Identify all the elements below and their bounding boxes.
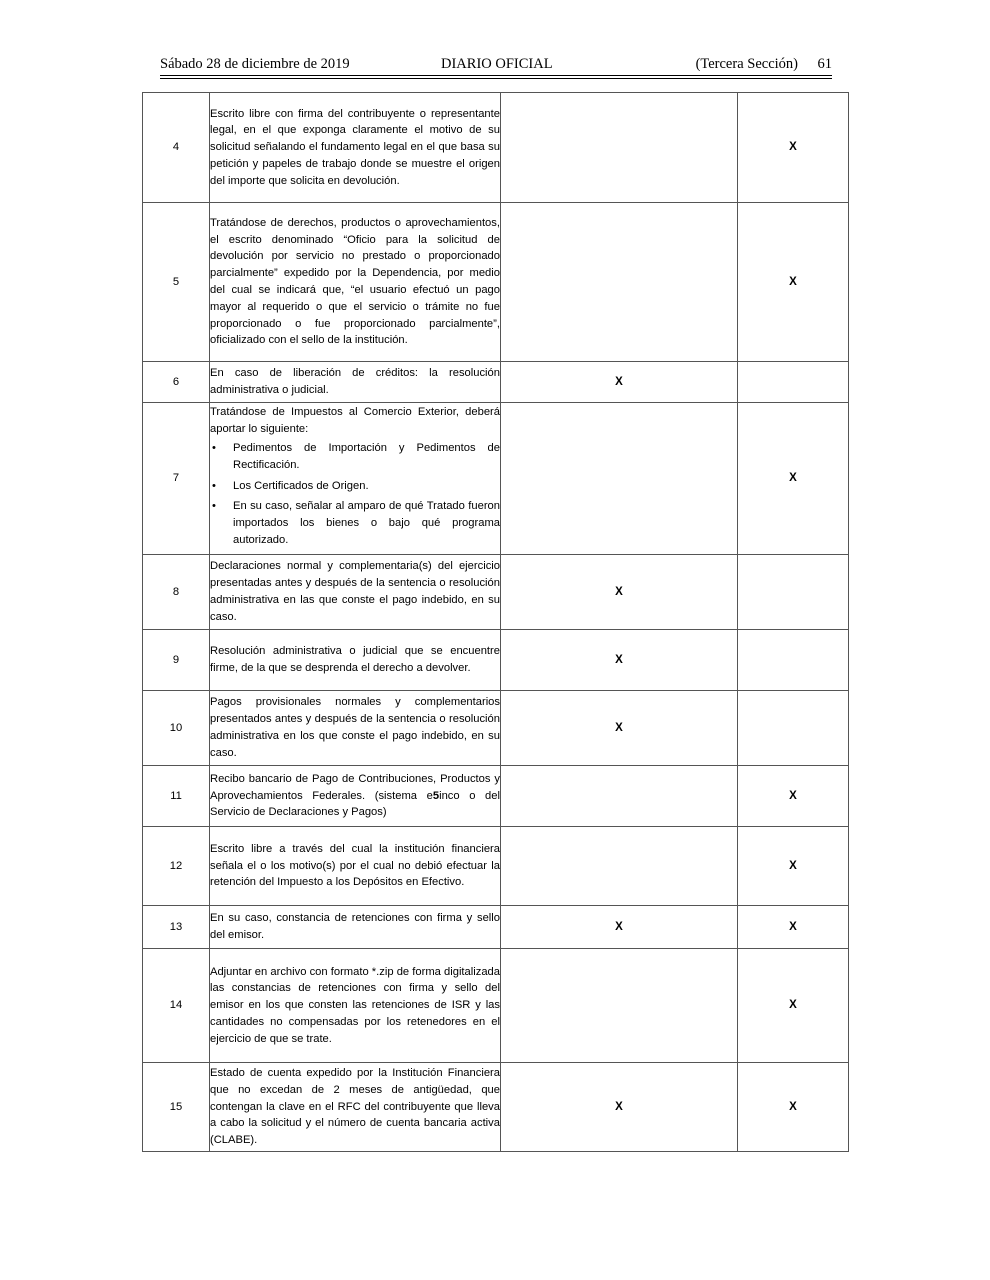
header-page-number: 61 bbox=[817, 56, 832, 72]
row-description: Escrito libre a través del cual la institución financiera señala el o los motivo(s) por el cual no debió efectuar la retención del Impuesto a los Depósitos en Efectivo. bbox=[210, 827, 501, 906]
row-mark-col1: X bbox=[501, 362, 738, 403]
header-rule-top bbox=[160, 75, 832, 76]
table-row bbox=[143, 630, 849, 691]
row-description-text: Recibo bancario de Pago de Contribuciones, Productos y Aprovechamientos Federales. (sistema e bbox=[210, 772, 500, 802]
table-row bbox=[143, 555, 849, 630]
row-mark-col1 bbox=[501, 403, 738, 555]
row-mark-col2: X bbox=[738, 403, 849, 555]
header-rule-bottom bbox=[160, 78, 832, 79]
row-mark-col1 bbox=[501, 949, 738, 1063]
row-number: 4 bbox=[143, 93, 210, 203]
row-description: En caso de liberación de créditos: la resolución administrativa o judicial. bbox=[210, 362, 501, 403]
row-description-intro: Tratándose de Impuestos al Comercio Exterior, deberá aportar lo siguiente: bbox=[210, 406, 500, 436]
row-mark-col1 bbox=[501, 827, 738, 906]
row-mark-col2: X bbox=[738, 203, 849, 362]
row-mark-col1: X bbox=[501, 1063, 738, 1152]
row-mark-col2 bbox=[738, 555, 849, 630]
page-header bbox=[160, 56, 832, 76]
table-row bbox=[143, 1063, 849, 1152]
table-row bbox=[143, 766, 849, 827]
row-description-bold: 5 bbox=[432, 789, 440, 802]
table-row bbox=[143, 403, 849, 555]
table-row bbox=[143, 93, 849, 203]
row-mark-col1: X bbox=[501, 906, 738, 949]
table-row bbox=[143, 203, 849, 362]
table-row bbox=[143, 906, 849, 949]
row-mark-col2 bbox=[738, 630, 849, 691]
row-mark-col2: X bbox=[738, 827, 849, 906]
table-row bbox=[143, 827, 849, 906]
row-number: 12 bbox=[143, 827, 210, 906]
row-description bbox=[210, 403, 501, 555]
row-number: 10 bbox=[143, 691, 210, 766]
row-mark-col2: X bbox=[738, 1063, 849, 1152]
requirements-table bbox=[142, 92, 849, 1152]
row-mark-col2: X bbox=[738, 93, 849, 203]
row-mark-col2: X bbox=[738, 906, 849, 949]
row-mark-col1 bbox=[501, 203, 738, 362]
row-number: 15 bbox=[143, 1063, 210, 1152]
row-description: En su caso, constancia de retenciones con firma y sello del emisor. bbox=[210, 906, 501, 949]
row-mark-col1 bbox=[501, 766, 738, 827]
row-description: Adjuntar en archivo con formato *.zip de forma digitalizada las constancias de retenciones con firma y sello del emisor en los que consten las retenciones de ISR y las cantidades no compensadas por los retenedores en el ejercicio de que se trate. bbox=[210, 949, 501, 1063]
list-item: • Pedimentos de Importación y Pedimentos de Rectificación. bbox=[210, 440, 500, 474]
row-description-text: inco o del Servicio de Declaraciones y Pagos) bbox=[210, 789, 500, 819]
row-mark-col1: X bbox=[501, 630, 738, 691]
row-number: 11 bbox=[143, 766, 210, 827]
row-number: 14 bbox=[143, 949, 210, 1063]
header-publication: DIARIO OFICIAL bbox=[441, 56, 553, 72]
row-mark-col2 bbox=[738, 691, 849, 766]
row-description: Estado de cuenta expedido por la Institución Financiera que no excedan de 2 meses de antigüedad, que contengan la clave en el RFC del contribuyente que lleva a cabo la solicitud y el número de cuenta bancaria activa (CLABE). bbox=[210, 1063, 501, 1152]
row-mark-col1 bbox=[501, 93, 738, 203]
list-item: • Los Certificados de Origen. bbox=[210, 478, 500, 495]
row-number: 9 bbox=[143, 630, 210, 691]
row-number: 13 bbox=[143, 906, 210, 949]
row-description bbox=[210, 766, 501, 827]
header-date: Sábado 28 de diciembre de 2019 bbox=[160, 56, 350, 72]
row-description: Tratándose de derechos, productos o aprovechamientos, el escrito denominado “Oficio para la solicitud de devolución por servicio no prestado o proporcionado parcialmente” expedido por la Dependencia, por medio del cual se indicará que, “el usuario efectuó un pago mayor al requerido o que el servicio o trámite no fue proporcionado o fue proporcionado parcialmente”, oficializado con el sello de la institución. bbox=[210, 203, 501, 362]
table-row bbox=[143, 362, 849, 403]
row-mark-col2 bbox=[738, 362, 849, 403]
bullet-list bbox=[210, 440, 500, 549]
row-description: Pagos provisionales normales y complementarios presentados antes y después de la sentencia o resolución administrativa en los que conste el pago indebido, en su caso. bbox=[210, 691, 501, 766]
list-item: • En su caso, señalar al amparo de qué Tratado fueron importados los bienes o bajo qué programa autorizado. bbox=[210, 498, 500, 548]
row-description: Escrito libre con firma del contribuyente o representante legal, en el que exponga claramente el motivo de su solicitud señalando el fundamento legal en el que basa su petición y papeles de trabajo donde se muestre el origen del importe que solicita en devolución. bbox=[210, 93, 501, 203]
row-mark-col2: X bbox=[738, 766, 849, 827]
row-number: 8 bbox=[143, 555, 210, 630]
row-number: 5 bbox=[143, 203, 210, 362]
table-row bbox=[143, 949, 849, 1063]
row-mark-col2: X bbox=[738, 949, 849, 1063]
row-mark-col1: X bbox=[501, 555, 738, 630]
row-mark-col1: X bbox=[501, 691, 738, 766]
row-description: Declaraciones normal y complementaria(s) del ejercicio presentadas antes y después de la sentencia o resolución administrativa en las que conste el pago indebido, en su caso. bbox=[210, 555, 501, 630]
row-description: Resolución administrativa o judicial que se encuentre firme, de la que se desprenda el derecho a devolver. bbox=[210, 630, 501, 691]
header-section: (Tercera Sección) bbox=[695, 56, 798, 72]
table-row bbox=[143, 691, 849, 766]
row-number: 7 bbox=[143, 403, 210, 555]
row-number: 6 bbox=[143, 362, 210, 403]
